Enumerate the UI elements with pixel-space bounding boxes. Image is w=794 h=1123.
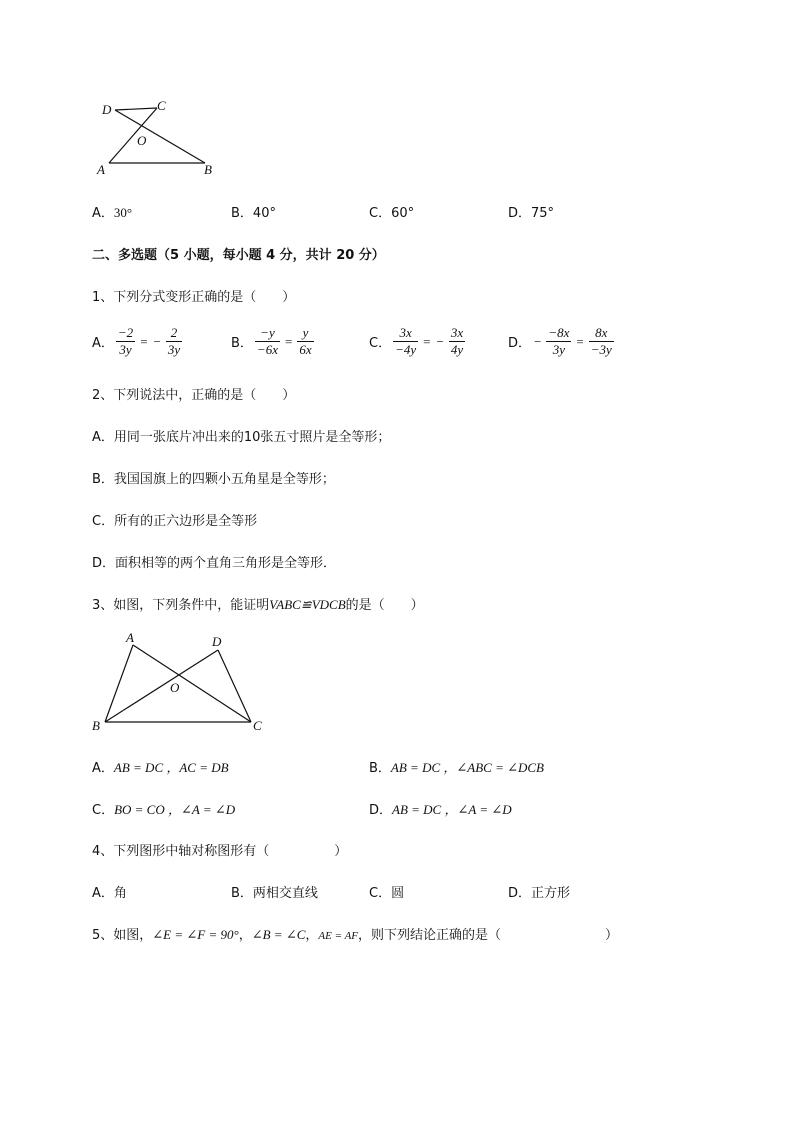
fraction: $\frac{-8x}{3y}$ — [548, 325, 570, 357]
label-a: A — [126, 630, 134, 645]
q1-option-b[interactable]: B． $\frac{-y}{-6x}$ = $\frac{y}{6x}$ — [231, 325, 312, 357]
q4-stem: 4、下列图形中轴对称图形有（ ） — [92, 844, 348, 859]
option-math: AB = DC ，AC = DB — [113, 760, 229, 775]
label-c: C — [253, 718, 262, 733]
label-b: B — [204, 162, 212, 177]
q2-stem: 2、下列说法中，正确的是（ ） — [92, 388, 296, 403]
option-letter: C． — [369, 336, 392, 351]
fraction: $\frac{3x}{-4y}$ — [395, 325, 417, 357]
label-d: D — [212, 634, 222, 649]
option-value: 30° — [113, 205, 133, 220]
q1-option-a[interactable]: A． $\frac{-2}{3y}$ = − $\frac{2}{3y}$ — [92, 325, 181, 357]
line-ab — [105, 645, 133, 722]
q3-figure — [88, 628, 273, 738]
prev-option-c[interactable] — [369, 202, 414, 221]
fraction: $\frac{2}{3y}$ — [167, 325, 181, 357]
option-value: 75° — [531, 206, 555, 221]
label-a: A — [97, 162, 105, 177]
q2-option-b[interactable]: B．我国国旗上的四颗小五角星是全等形； — [92, 472, 335, 487]
q1-option-c[interactable]: C． $\frac{3x}{-4y}$ = − $\frac{3x}{4y}$ — [369, 325, 464, 357]
line-db — [115, 110, 205, 163]
fraction: $\frac{8x}{-3y}$ — [590, 325, 612, 357]
q4-option-b[interactable]: B．两相交直线 — [231, 886, 318, 901]
line-ca — [109, 108, 157, 163]
top-figure — [95, 95, 225, 180]
option-value: 60° — [391, 206, 415, 221]
fraction: $\frac{-y}{-6x}$ — [256, 325, 278, 357]
fraction: $\frac{y}{6x}$ — [299, 325, 312, 357]
option-math: AB = DC ，∠ABC = ∠DCB — [390, 760, 544, 775]
section-heading: 二、多选题（5 小题，每小题 4 分，共计 20 分） — [92, 248, 385, 263]
option-letter: D． — [369, 803, 393, 818]
q4-option-d[interactable]: D．正方形 — [508, 886, 571, 901]
prev-option-d[interactable] — [508, 202, 554, 221]
label-d: D — [102, 102, 112, 117]
line-dc — [115, 108, 157, 110]
option-letter: A． — [92, 206, 114, 221]
q4-option-c[interactable]: C．圆 — [369, 886, 405, 901]
option-math: AB = DC ，∠A = ∠D — [392, 802, 512, 817]
option-math: BO = CO ，∠A = ∠D — [114, 802, 236, 817]
q4-option-a[interactable]: A．角 — [92, 886, 127, 901]
q2-option-d[interactable]: D．面积相等的两个直角三角形是全等形． — [92, 556, 337, 571]
option-letter: B． — [369, 761, 391, 776]
option-letter: D． — [508, 336, 532, 351]
line-db — [105, 650, 218, 722]
label-o: O — [137, 133, 147, 148]
option-letter: C． — [92, 803, 115, 818]
q3-option-a[interactable] — [92, 757, 229, 776]
option-letter: D． — [508, 206, 532, 221]
label-c: C — [157, 98, 166, 113]
option-letter: B． — [231, 206, 253, 221]
q2-option-c[interactable]: C．所有的正六边形是全等形 — [92, 514, 258, 529]
q3-option-b[interactable] — [369, 757, 544, 776]
q3-option-d[interactable] — [369, 799, 512, 818]
label-b: B — [92, 718, 100, 733]
prev-option-a[interactable] — [92, 202, 132, 221]
option-value: 40° — [252, 206, 276, 221]
option-letter: A． — [92, 336, 114, 351]
option-letter: A． — [92, 761, 114, 776]
prev-option-b[interactable] — [231, 202, 276, 221]
q1-stem: 1、下列分式变形正确的是（ ） — [92, 290, 296, 305]
q5-stem: 5、如图，∠E = ∠F = 90°，∠B = ∠C，AE = AF，则下列结论正确的是（ ） — [92, 927, 619, 943]
option-letter: C． — [369, 206, 392, 221]
fraction: $\frac{-2}{3y}$ — [117, 325, 134, 357]
q2-option-a[interactable]: A．用同一张底片冲出来的10张五寸照片是全等形； — [92, 430, 391, 445]
q3-stem: 3、如图，下列条件中，能证明VABC≌VDCB的是（ ） — [92, 597, 424, 613]
q3-option-c[interactable] — [92, 799, 235, 818]
q1-option-d[interactable]: D． − $\frac{-8x}{3y}$ = $\frac{8x}{-3y}$ — [508, 325, 612, 357]
fraction: $\frac{3x}{4y}$ — [450, 325, 464, 357]
label-o: O — [170, 680, 180, 695]
option-letter: B． — [231, 336, 253, 351]
